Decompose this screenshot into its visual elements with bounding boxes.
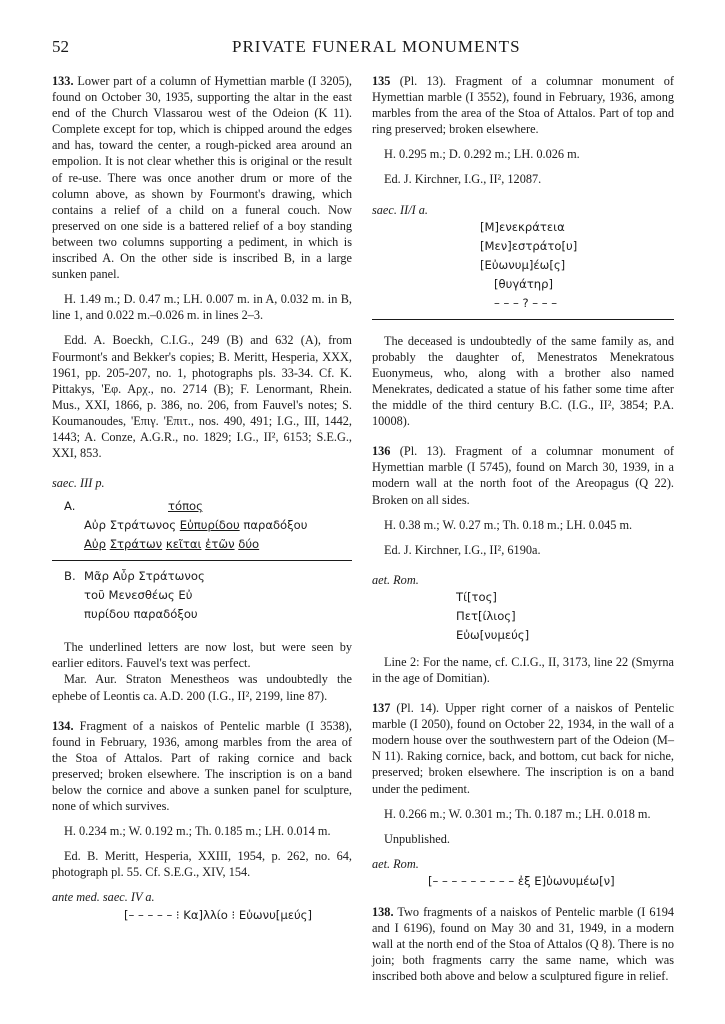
entry-138-description: 138. Two fragments of a naiskos of Pentelic marble (I 6194 and I 6196), found on May 30 and 31, 1949, in a modern wall at the north end of the Stoa of Attalos (Q 8). There is no join; both fragments carry the same name, which was inscribed both above and below a sculptured figure in relief. xyxy=(372,904,674,984)
entry-137-inscription: [– – – – – – – – – ἐξ Ε]ὐωνυμέω[ν] xyxy=(428,873,615,888)
entry-137-dimensions: H. 0.266 m.; W. 0.301 m.; Th. 0.187 m.; LH. 0.018 m. xyxy=(384,806,651,821)
entry-136-date: aet. Rom. xyxy=(372,572,419,587)
entry-133-inscription-b xyxy=(52,567,352,624)
entry-134-description: 134. Fragment of a naiskos of Pentelic marble (I 3538), found in February, 1936, among marbles from the area of the Stoa of Attalos. Part of raking cornice and back preserved; broken elsewhere. The inscription is on a band below the cornice and above a sunken panel for sculpture, none of which survives. xyxy=(52,718,352,814)
entry-137-number: 137 xyxy=(372,701,391,716)
entry-136-number: 136 xyxy=(372,444,391,459)
entry-135-editions: Ed. J. Kirchner, I.G., II², 12087. xyxy=(384,172,542,187)
entry-134-date: ante med. saec. IV a. xyxy=(52,890,155,905)
entry-135-date: saec. II/I a. xyxy=(372,202,428,217)
entry-136-dimensions: H. 0.38 m.; W. 0.27 m.; Th. 0.18 m.; LH. 0.045 m. xyxy=(384,517,633,532)
entry-133-date: saec. III p. xyxy=(52,476,105,491)
entry-133-editions: Edd. A. Boeckh, C.I.G., 249 (B) and 632 (A), from Fourmont's and Bekker's copies; B. Meritt, Hesperia, XXX, 1961, pp. 205-207, no. 1, photographs pls. 33-34. Cf. K. Pittakys, 'Εφ. Αρχ., no. 2714 (B); F. Lenormant, Rhein. Mus., XXI, 1866, p. 386, no. 206, from Fauvel's notes; S. Koumanoudes, 'Επιγ. 'Επιτ., nos. 490, 491; I.G., III, 1442, 1443; A. Conze, A.G.R., no. 1829; I.G., II², 6153; S.E.G., XXI, 853. xyxy=(52,333,352,461)
entry-133-note-2: Mar. Aur. Straton Menestheos was undoubtedly the ephebe of Leontis ca. A.D. 200 (I.G., II², 2199, line 87). xyxy=(52,672,352,703)
entry-138-number: 138. xyxy=(372,904,394,919)
inscription-b-line-2: τοῦ Μενεσθέως Εὐ xyxy=(84,588,193,603)
divider xyxy=(52,560,352,561)
right-column xyxy=(372,73,674,984)
entry-135-note: The deceased is undoubtedly of the same family as, and probably the daughter of, Menestratos Menekratous Euonymeus, who, along with a brother also named Menekrates, dedicated a statue of his father some time after the middle of the third century B.C. (I.G., II², 3854; P.A. 10008). xyxy=(372,333,674,429)
left-column xyxy=(52,73,352,924)
entry-135-inscription: [Μ]ενεκράτεια [Μεν]εστράτο[υ] [Εὐωνυμ]έω[ς] [θυγάτηρ] – – – ? – – – xyxy=(480,219,578,310)
inscription-a-line-1: τόπος xyxy=(168,499,203,514)
entry-137-date: aet. Rom. xyxy=(372,856,419,871)
entry-135-description: 135 (Pl. 13). Fragment of a columnar monument of Hymettian marble (I 3552), found in February, 1936, among marbles from the area of the Stoa of Attalos. Part of top and ring preserved; broken elsewhere. xyxy=(372,74,674,137)
running-title: PRIVATE FUNERAL MONUMENTS xyxy=(232,37,521,56)
inscription-a-line-2: Αὐρ Στράτωνος Εὐπυρίδου παραδόξου xyxy=(84,518,308,533)
entry-133-description: 133. Lower part of a column of Hymettian marble (I 3205), found on October 30, 1935, supporting the altar in the east end of the Church Vlassarou west of the Odeion (K 11). Complete except for top, which is chipped around the edges and has, toward the center, a rough-picked area around an empolion. It is not clear whether this is original or the result of re-use. There was once another drum or more of the column above, as shown by Fourmont's drawing, which contains a relief of a child on a funeral couch. Now preserved on one side is a battered relief of a boy standing between two columns supporting a pediment, in which is inscribed A. On the other side is inscribed B, in a large sunken panel. xyxy=(52,74,352,282)
page-number: 52 xyxy=(52,37,69,56)
entry-134-dimensions: H. 0.234 m.; W. 0.192 m.; Th. 0.185 m.; LH. 0.014 m. xyxy=(64,824,331,839)
entry-134-inscription: [– – – – – ⁝ Κα]λλίο ⁝ Εὐωνυ[μεύς] xyxy=(124,907,312,922)
entry-133-dimensions: H. 1.49 m.; D. 0.47 m.; LH. 0.007 m. in A, 0.032 m. in B, line 1, and 0.022 m.–0.026 m. in lines 2–3. xyxy=(52,292,352,323)
entry-137-editions: Unpublished. xyxy=(384,831,450,846)
entry-134-editions: Ed. B. Meritt, Hesperia, XXIII, 1954, p. 262, no. 64, photograph pl. 55. Cf. S.E.G., XIV, 154. xyxy=(52,849,352,880)
entry-134-number: 134. xyxy=(52,718,74,733)
divider xyxy=(372,319,674,320)
entry-133-note-1: The underlined letters are now lost, but were seen by earlier editors. Fauvel's text was perfect. xyxy=(52,640,352,671)
entry-137-description: 137 (Pl. 14). Upper right corner of a naiskos of Pentelic marble (I 2050), found on October 22, 1934, in the wall of a modern house over the southwestern part of the Odeion (M–N 11). Raking cornice, back, and bottom, cut back for niche, preserved; broken elsewhere. The inscription is on a band under the pediment. xyxy=(372,701,674,796)
entry-136-inscription: Τί[τος] Πετ[ίλιος] Εὐω[νυμεύς] xyxy=(456,589,530,642)
entry-135-dimensions: H. 0.295 m.; D. 0.292 m.; LH. 0.026 m. xyxy=(384,147,580,162)
entry-136-editions: Ed. J. Kirchner, I.G., II², 6190a. xyxy=(384,542,541,557)
entry-136-note: Line 2: For the name, cf. C.I.G., II, 3173, line 22 (Smyrna in the age of Domitian). xyxy=(372,654,674,685)
inscription-a-line-3: Αὐρ Στράτων κεῖται ἐτῶν δύο xyxy=(84,537,260,552)
inscription-b-line-3: πυρίδου παραδόξου xyxy=(84,607,198,622)
entry-133-number: 133. xyxy=(52,74,74,88)
entry-135-number: 135 xyxy=(372,74,391,88)
entry-133-inscription-a xyxy=(52,497,352,554)
inscription-b-label: B. xyxy=(64,569,76,584)
entry-136-description: 136 (Pl. 13). Fragment of a columnar monument of Hymettian marble (I 5745), found on March 30, 1939, in a modern wall at the north foot of the Areopagus (Q 22). Broken on all sides. xyxy=(372,444,674,507)
inscription-a-label: A. xyxy=(64,499,76,514)
inscription-b-line-1: Μᾶρ Αὖρ Στράτωνος xyxy=(84,569,205,584)
